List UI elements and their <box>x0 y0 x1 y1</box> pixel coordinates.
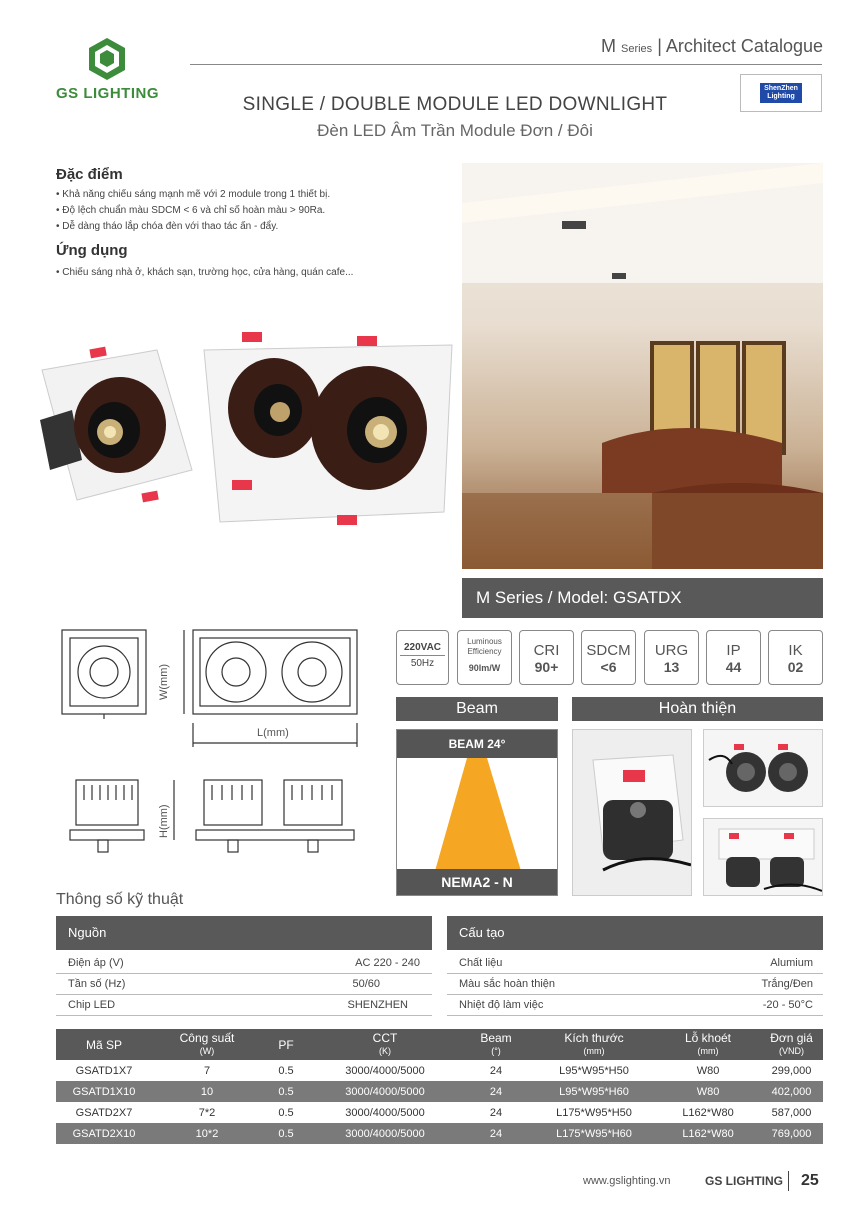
page-number: 25 <box>801 1172 819 1189</box>
application-heading: Ứng dụng <box>56 242 128 259</box>
table-cell: 24 <box>460 1081 532 1102</box>
row-label: Màu sắc hoàn thiện <box>459 978 556 990</box>
page-subtitle: Đèn LED Âm Trần Module Đơn / Đôi <box>317 121 593 140</box>
table-cell: GSATD2X7 <box>75 1106 133 1119</box>
table-row <box>56 974 432 995</box>
column-header: Mã SP <box>56 1029 152 1060</box>
source-heading: Nguồn <box>56 916 432 950</box>
height-label: H(mm) <box>158 804 170 838</box>
finish-heading: Hoàn thiện <box>572 697 823 721</box>
row-value: Trắng/Đen <box>761 978 813 990</box>
ik-spec <box>768 630 823 685</box>
tech-specs-title: Thông số kỹ thuật <box>56 891 184 908</box>
table-cell: L95*W95*H60 <box>532 1081 656 1102</box>
finish-photo-1 <box>572 729 692 896</box>
table-cell: 769,000 <box>760 1123 823 1144</box>
table-cell: L162*W80 <box>656 1123 760 1144</box>
table-cell: L175*W95*H50 <box>556 1106 632 1119</box>
table-cell: 7 <box>203 1064 211 1077</box>
source-table <box>56 953 432 1016</box>
row-label: Điện áp (V) <box>68 957 124 969</box>
efficiency-label: Luminous Efficiency <box>467 637 502 656</box>
gs-logo-icon <box>86 36 128 82</box>
beam-diagram <box>396 729 558 896</box>
table-cell: W80 <box>696 1064 720 1077</box>
series-word: Series <box>621 43 653 55</box>
column-header: Beam (°) <box>460 1029 532 1060</box>
list-item: • Chiếu sáng nhà ở, khách sạn, trường học, cửa hàng, quán cafe... <box>56 267 354 278</box>
brand-logo-text: GS LIGHTING <box>56 85 159 102</box>
page-title: SINGLE / DOUBLE MODULE LED DOWNLIGHT <box>242 94 668 115</box>
nema-label: NEMA2 - N <box>397 869 557 895</box>
beam-angle-label: BEAM 24° <box>397 730 557 758</box>
table-cell: 10 <box>152 1081 262 1102</box>
structure-heading: Cấu tạo <box>447 916 823 950</box>
table-cell: 24 <box>460 1123 532 1144</box>
row-value: 50/60 <box>352 978 380 990</box>
table-cell: W80 <box>656 1081 760 1102</box>
column-header: CCT (K) <box>310 1029 460 1060</box>
spec-label: IK <box>788 642 803 659</box>
row-label: Chất liệu <box>459 957 503 969</box>
table-cell: 299,000 <box>771 1064 812 1077</box>
features-heading: Đặc điểm <box>56 166 123 183</box>
table-row <box>447 995 823 1016</box>
table-row <box>56 1102 823 1123</box>
row-value: Alumium <box>770 957 813 969</box>
spec-value: 13 <box>663 659 680 675</box>
table-row <box>447 974 823 995</box>
table-cell: 402,000 <box>760 1081 823 1102</box>
product-image <box>32 330 456 530</box>
table-cell: 24 <box>489 1064 503 1077</box>
spec-value: 44 <box>725 659 742 675</box>
column-header: PF <box>262 1029 310 1060</box>
column-header: Đơn giá (VND) <box>760 1029 823 1060</box>
frequency-value: 50Hz <box>410 658 435 669</box>
spec-label: SDCM <box>586 642 631 659</box>
model-title: M Series / Model: GSATDX <box>462 578 823 618</box>
table-header-row <box>56 1029 823 1060</box>
spec-label: IP <box>726 642 741 659</box>
table-cell: 3000/4000/5000 <box>345 1106 425 1119</box>
footer-divider <box>788 1171 789 1191</box>
sdcm-spec <box>581 630 636 685</box>
table-cell: L175*W95*H60 <box>532 1123 656 1144</box>
header-divider <box>190 64 822 65</box>
width-label: W(mm) <box>158 663 170 700</box>
cri-spec <box>519 630 574 685</box>
row-label: Chip LED <box>68 999 116 1011</box>
series-letter: M <box>600 36 616 56</box>
table-cell: 0.5 <box>262 1123 310 1144</box>
table-cell: 3000/4000/5000 <box>345 1064 425 1077</box>
length-label: L(mm) <box>257 727 289 739</box>
row-label: Tần số (Hz) <box>68 978 126 990</box>
table-cell: GSATD1X10 <box>56 1081 152 1102</box>
dimension-drawing <box>50 625 360 860</box>
spec-value: 90+ <box>534 659 559 675</box>
table-cell: 3000/4000/5000 <box>310 1081 460 1102</box>
features-list <box>56 187 456 235</box>
table-cell: L162*W80 <box>682 1106 734 1119</box>
header-separator: | <box>657 36 662 56</box>
finish-photo-3 <box>703 818 823 896</box>
table-cell: L95*W95*H50 <box>559 1064 629 1077</box>
structure-table <box>447 953 823 1016</box>
efficiency-spec <box>457 630 512 685</box>
efficiency-value: 90lm/W <box>468 663 501 673</box>
list-item: • Khả năng chiếu sáng mạnh mẽ với 2 module trong 1 thiết bị. <box>56 189 331 200</box>
badge-line-1: ShenZhen <box>764 85 798 92</box>
badge-line-2: Lighting <box>767 93 795 100</box>
column-header: Công suất (W) <box>152 1029 262 1060</box>
table-row <box>56 953 432 974</box>
catalogue-title: Architect Catalogue <box>665 36 823 56</box>
voltage-value: 220VAC <box>400 642 445 656</box>
room-photo <box>462 163 823 569</box>
table-cell: 10*2 <box>152 1123 262 1144</box>
spec-label: CRI <box>533 642 560 659</box>
spec-label: URG <box>654 642 689 659</box>
application-list <box>56 265 456 281</box>
footer-url[interactable]: www.gslighting.vn <box>583 1175 671 1187</box>
row-value: AC 220 - 240 <box>355 957 420 969</box>
ip-spec <box>706 630 761 685</box>
table-cell: 24 <box>489 1106 503 1119</box>
table-cell: 0.5 <box>262 1081 310 1102</box>
list-item: • Dễ dàng tháo lắp chóa đèn với thao tác ấn - đẩy. <box>56 221 279 232</box>
footer-brand: GS LIGHTING <box>705 1174 783 1188</box>
row-value: -20 - 50°C <box>762 999 813 1011</box>
spec-value: <6 <box>600 659 617 675</box>
finish-photo-2 <box>703 729 823 807</box>
spec-value: 02 <box>787 659 804 675</box>
table-row <box>56 1060 823 1081</box>
table-cell: 0.5 <box>278 1064 294 1077</box>
table-cell: GSATD1X7 <box>75 1064 133 1077</box>
urg-spec <box>644 630 699 685</box>
catalogue-header <box>601 36 823 57</box>
table-cell: 587,000 <box>771 1106 812 1119</box>
table-row <box>56 1081 823 1102</box>
beam-heading: Beam <box>396 697 558 721</box>
row-label: Nhiệt độ làm việc <box>459 999 544 1011</box>
voltage-spec <box>396 630 449 685</box>
table-cell: GSATD2X10 <box>56 1123 152 1144</box>
beam-cone-icon <box>397 758 558 871</box>
column-header: Lỗ khoét (mm) <box>656 1029 760 1060</box>
list-item: • Độ lệch chuẩn màu SDCM < 6 và chỉ số hoàn màu > 90Ra. <box>56 205 326 216</box>
table-row <box>56 995 432 1016</box>
column-header: Kích thước (mm) <box>532 1029 656 1060</box>
shenzhen-badge <box>740 74 822 112</box>
table-cell: 0.5 <box>278 1106 294 1119</box>
table-cell: 3000/4000/5000 <box>310 1123 460 1144</box>
table-cell: 7*2 <box>198 1106 216 1119</box>
product-table <box>56 1029 823 1144</box>
row-value: SHENZHEN <box>347 999 408 1011</box>
table-row <box>56 1123 823 1144</box>
table-row <box>447 953 823 974</box>
